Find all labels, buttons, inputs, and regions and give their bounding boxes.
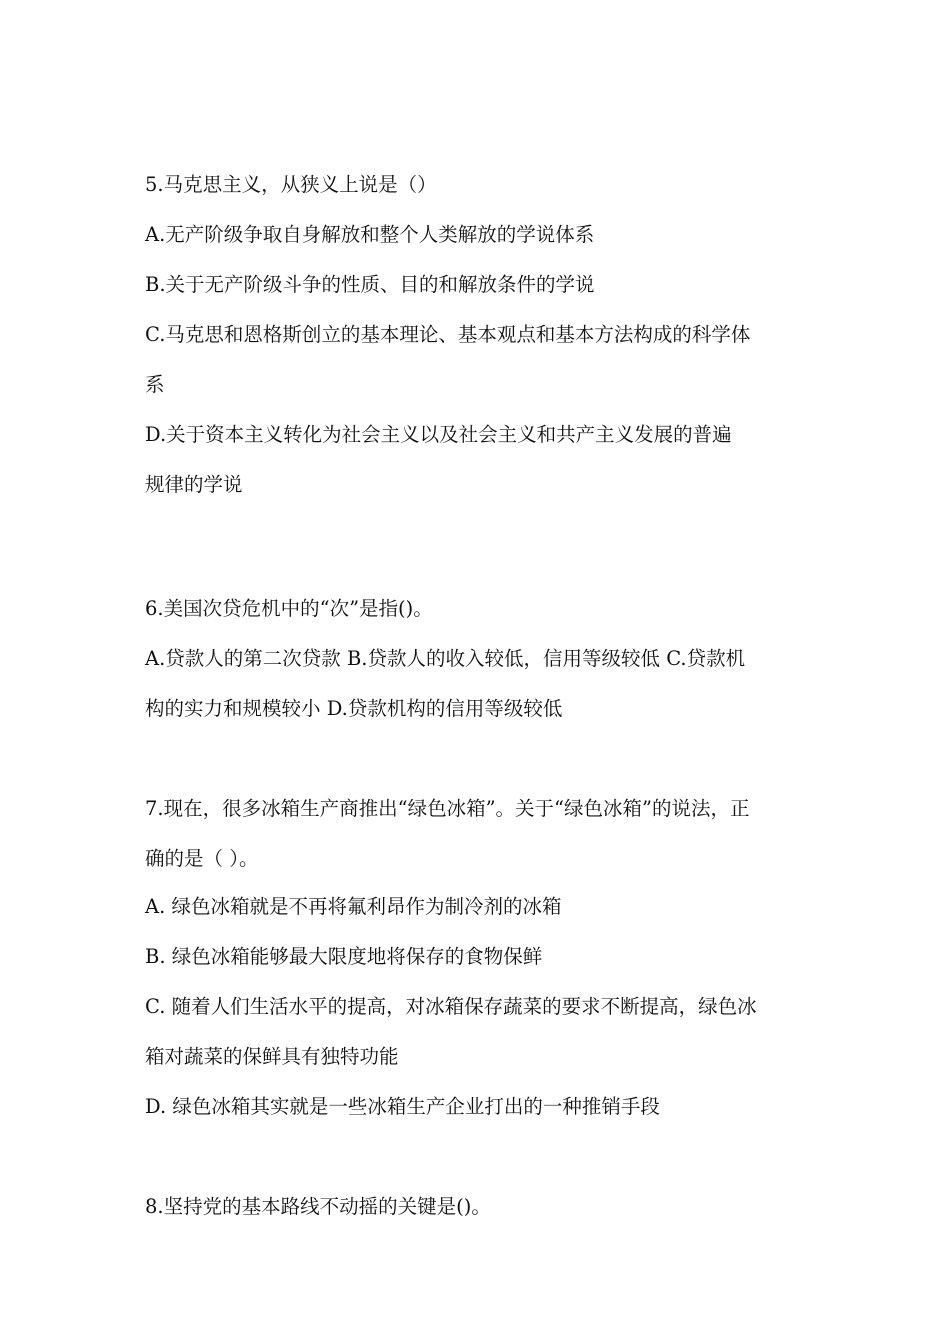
question-5-stem: 5.马克思主义，从狭义上说是（） xyxy=(145,173,437,196)
question-5-option-a: A.无产阶级争取自身解放和整个人类解放的学说体系 xyxy=(145,223,595,246)
question-5-option-c-line1: C.马克思和恩格斯创立的基本理论、基本观点和基本方法构成的科学体 xyxy=(145,323,751,346)
question-7-option-d: D. 绿色冰箱其实就是一些冰箱生产企业打出的一种推销手段 xyxy=(145,1095,660,1118)
question-6-options-line1: A.贷款人的第二次贷款 B.贷款人的收入较低，信用等级较低 C.贷款机 xyxy=(145,647,746,670)
question-5-option-d-line1: D.关于资本主义转化为社会主义以及社会主义和共产主义发展的普遍 xyxy=(145,423,732,446)
question-5-option-d-line2: 规律的学说 xyxy=(145,473,243,496)
question-8-stem: 8.坚持党的基本路线不动摇的关键是()。 xyxy=(145,1195,491,1218)
question-7-option-c-line1: C. 随着人们生活水平的提高，对冰箱保存蔬菜的要求不断提高，绿色冰 xyxy=(145,995,757,1018)
question-7-option-a: A. 绿色冰箱就是不再将氟利昂作为制冷剂的冰箱 xyxy=(145,895,562,918)
question-7-stem-line2: 确的是（ ）。 xyxy=(145,847,259,870)
question-5-option-c-line2: 系 xyxy=(145,373,165,396)
question-7-option-b: B. 绿色冰箱能够最大限度地将保存的食物保鲜 xyxy=(145,945,543,968)
question-6-stem: 6.美国次贷危机中的“次”是指()。 xyxy=(145,597,433,620)
question-7-stem-line1: 7.现在，很多冰箱生产商推出“绿色冰箱”。关于“绿色冰箱”的说法，正 xyxy=(145,797,750,820)
question-6-options-line2: 构的实力和规模较小 D.贷款机构的信用等级较低 xyxy=(145,697,563,720)
question-5-option-b: B.关于无产阶级斗争的性质、目的和解放条件的学说 xyxy=(145,273,595,296)
question-7-option-c-line2: 箱对蔬菜的保鲜具有独特功能 xyxy=(145,1045,399,1068)
